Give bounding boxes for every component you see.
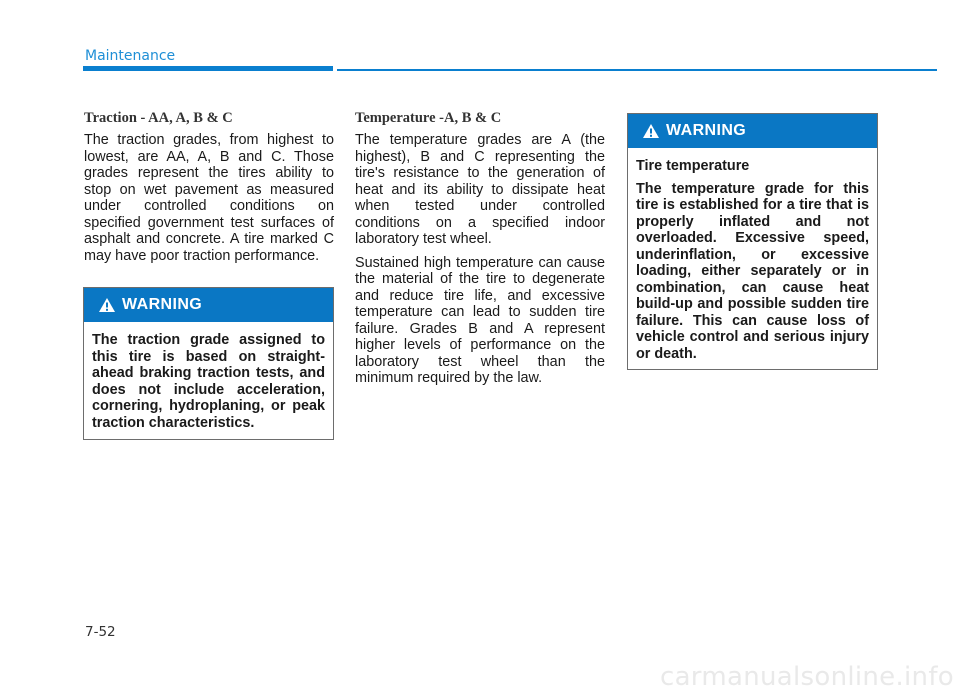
- warning-box-traction: [83, 287, 334, 440]
- page-number: 7-52: [85, 624, 116, 640]
- warning-header: [628, 114, 877, 148]
- warning-text: The traction grade assigned to this tire is based on straight-ahead braking traction tests, and does not include acceleration, cornering, hydroplaning, or peak traction characteristics.: [92, 332, 325, 431]
- temperature-paragraph-2: Sustained high temperature can cause the material of the tire to degenerate and reduce tire life, and excessive temperature can lead to sudden tire failure. Grades B and A represent higher levels of performance on the laboratory test wheel than the minimum required by the law.: [355, 254, 605, 386]
- traction-heading: Traction - AA, A, B & C: [84, 110, 233, 126]
- temperature-paragraph-1: The temperature grades are A (the highest), B and C representing the tire's resistance to the generation of heat and its ability to dissipate heat when tested under controlled conditions on a specified indoor laboratory test wheel.: [355, 132, 605, 247]
- header-rule-thin: [337, 69, 937, 71]
- warning-box-temperature: [627, 113, 878, 370]
- warning-label: WARNING: [122, 296, 203, 313]
- traction-body: The traction grades, from highest to lowest, are AA, A, B and C. Those grades represent the tires ability to stop on wet pavement as measured under controlled conditions on specified government test surfaces of asphalt and concrete. A tire marked C may have poor traction performance.: [84, 132, 334, 264]
- temperature-heading: Temperature -A, B & C: [355, 110, 502, 126]
- warning-triangle-icon: [642, 123, 660, 139]
- traction-column: [84, 110, 334, 271]
- warning-label: WARNING: [666, 122, 747, 139]
- warning-text: The temperature grade for this tire is established for a tire that is properly inflated and not overloaded. Excessive speed, underinflation, or excessive loading, either separately or in combination, can cause heat build-up and possible sudden tire failure. This can cause loss of vehicle control and serious injury or death.: [636, 180, 869, 362]
- section-title: Maintenance: [85, 48, 176, 64]
- watermark: carmanualsonline.info: [659, 662, 954, 692]
- warning-header: [84, 288, 333, 322]
- warning-subtitle: Tire temperature: [636, 158, 750, 174]
- temperature-column: [355, 110, 605, 394]
- header-rule-thick: [83, 66, 333, 71]
- warning-triangle-icon: [98, 297, 116, 313]
